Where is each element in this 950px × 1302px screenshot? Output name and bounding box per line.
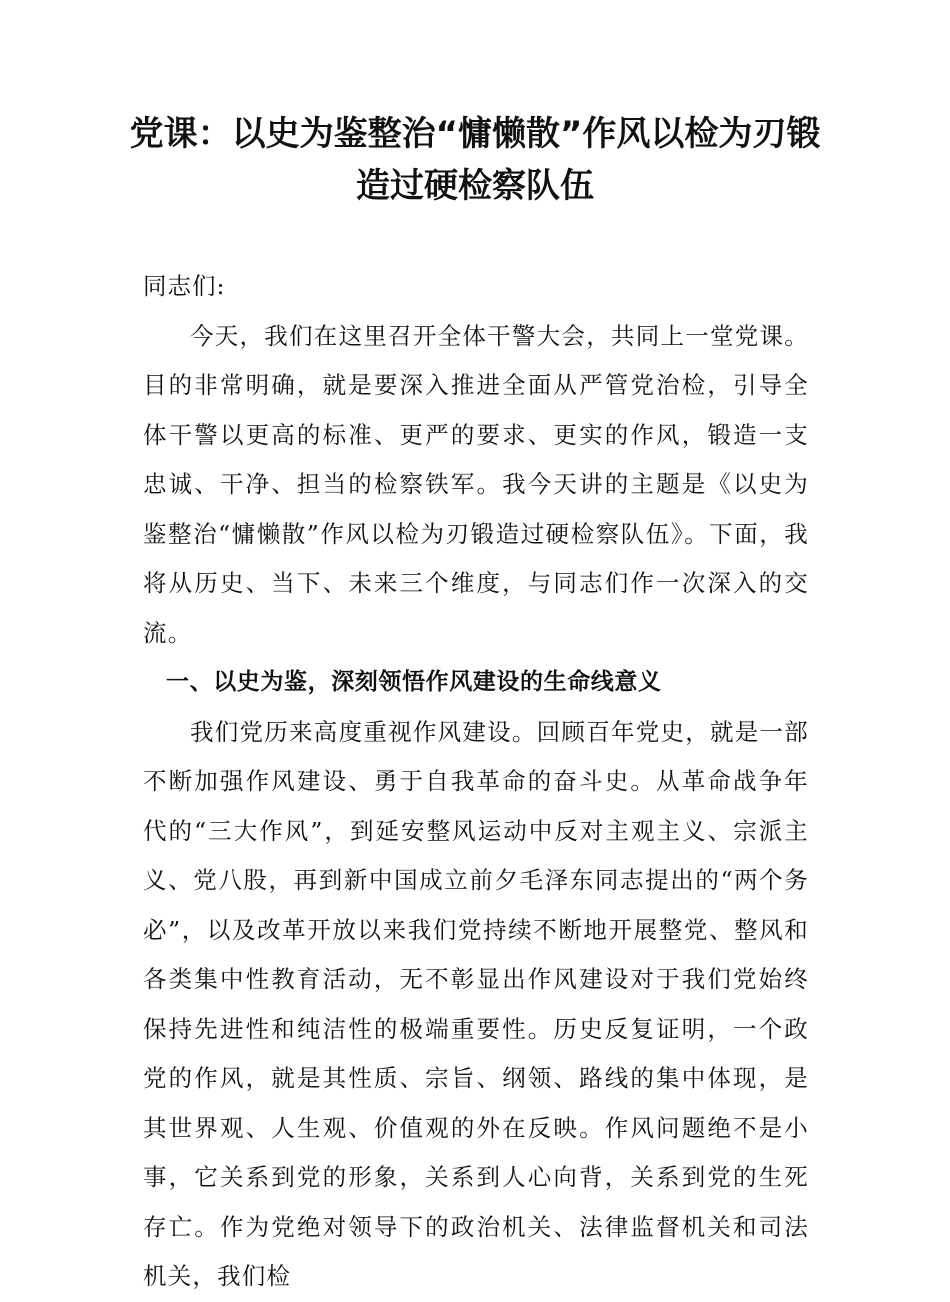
intro-paragraph: 今天，我们在这里召开全体干警大会，共同上一堂党课。目的非常明确，就是要深入推进全面从严管党治检，引导全体干警以更高的标准、更严的要求、更实的作风，锻造一支忠诚、干净、担当的检察铁军。我今天讲的主题是《以史为鉴整治“慵懒散”作风以检为刃锻造过硬检察队伍》。下面，我将从历史、当下、未来三个维度，与同志们作一次深入的交流。 [143, 321, 809, 647]
document-body [143, 262, 809, 1302]
section-heading-1: 一、以史为鉴，深刻领悟作风建设的生命线意义 [166, 669, 662, 695]
section-1-paragraph: 我们党历来高度重视作风建设。回顾百年党史，就是一部不断加强作风建设、勇于自我革命的奋斗史。从革命战争年代的“三大作风”，到延安整风运动中反对主观主义、宗派主义、党八股，再到新中国成立前夕毛泽东同志提出的“两个务必”，以及改革开放以来我们党持续不断地开展整党、整风和各类集中性教育活动，无不彰显出作风建设对于我们党始终保持先进性和纯洁性的极端重要性。历史反复证明，一个政党的作风，就是其性质、宗旨、纲领、路线的集中体现，是其世界观、人生观、价值观的外在反映。作风问题绝不是小事，它关系到党的形象，关系到人心向背，关系到党的生死存亡。作为党绝对领导下的政治机关、法律监督机关和司法机关，我们检 [143, 717, 809, 1290]
document-title: 党课：以史为鉴整治“慵懒散”作风以检为刃锻造过硬检察队伍 [129, 114, 821, 206]
salutation: 同志们: [143, 272, 226, 300]
